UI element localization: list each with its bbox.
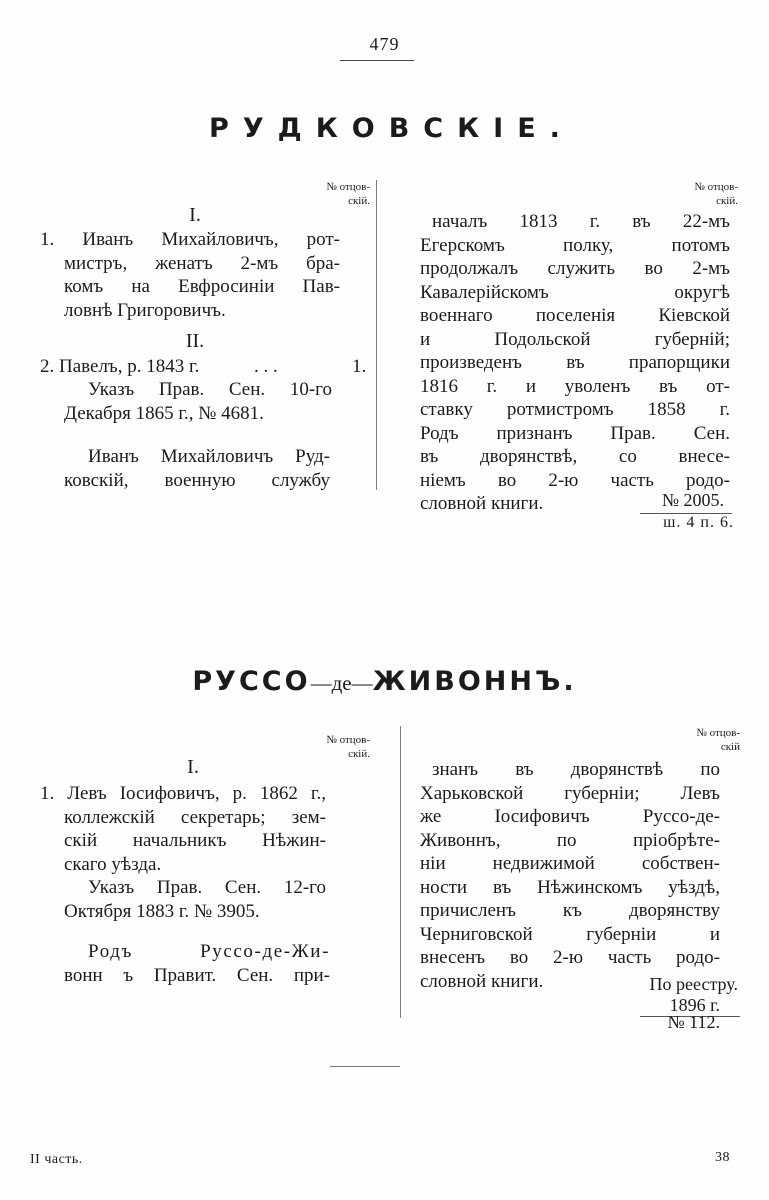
narrative-line: Черниговской губерніи и [420,923,720,945]
footer-part-label: II часть. [30,1152,83,1167]
registry-year: 1896 г. [669,995,720,1015]
entry-line: Указъ Прав. Сен. 12-го [88,877,326,898]
entry-line: ловнѣ Григоровичъ. [64,299,226,321]
narrative-line: военнаго поселенія Кіевской [420,305,730,326]
otc-label-line: скій. [348,195,370,207]
section-title-rudkovskie: РУДКОВСКІЕ. [209,113,574,144]
title-part: РУССО [192,666,311,697]
entry-line: Декабря 1865 г., № 4681. [64,402,264,424]
narrative-line: Живоннъ, по пріобрѣте- [420,829,720,851]
narrative-line: Иванъ Михайловичъ Руд- [88,446,330,467]
generation-roman-1: I. [187,756,199,778]
entry-line: скаго уѣзда. [64,853,162,875]
narrative-line: внесенъ во 2-ю часть родо- [420,947,720,968]
entry-line: 1. Иванъ Михайловичъ, рот- [40,229,340,250]
otc-label-line: № отцов- [326,181,370,193]
entry-line: скій начальникъ Нѣжин- [64,830,326,851]
narrative-line: Харьковской губерніи; Левъ [420,782,720,804]
entry-1-lev [40,782,326,876]
narrative-right [420,210,730,516]
entry-line: 1. Левъ Іосифовичъ, р. 1862 г., [40,783,326,804]
title-part: —де— [310,671,373,695]
column-divider [376,180,377,490]
narrative-line: и Подольской губерній; [420,328,730,350]
generation-roman-1: I. [189,204,201,226]
narrative-line: Егерскомъ полку, потомъ [420,234,730,256]
otc-label-line: скій. [716,195,738,207]
entry-2-dots: . . . [254,356,278,377]
generation-roman-2: II. [185,330,205,352]
section-title-russo-de-zhivonn [0,666,769,697]
narrative-line: Родъ признанъ Прав. Сен. [420,422,730,444]
section-end-rule [330,1066,400,1067]
narrative-line: вонн ъ Правит. Сен. при- [64,964,330,986]
otc-column-header-left [290,180,370,208]
narrative-line: знанъ въ дворянствѣ по [432,759,720,780]
registry-reference [600,490,730,511]
entry-line: комъ на Евфросиніи Пав- [64,276,340,297]
footer-signature-number: 38 [715,1150,730,1165]
narrative-line: произведенъ въ прапорщики [420,352,730,373]
otc-column-header-right [660,726,740,754]
otc-column-header-right [658,180,738,208]
narrative-line: словной книги. [420,493,544,514]
narrative-line: ковскій, военную службу [64,469,330,491]
narrative-left [64,445,330,492]
entry-line: Указъ Прав. Сен. 10-го [88,379,332,400]
registry-source: По реестру. [649,974,738,994]
narrative-right [420,758,720,993]
otc-label-line: № отцов- [326,734,370,746]
registry-number: № 2005. [661,490,724,510]
narrative-line: въ дворянствѣ, со внесе- [420,446,730,467]
entry-line: Октября 1883 г. № 3905. [64,900,260,922]
column-divider [400,726,401,1018]
otc-label-line: скій. [348,748,370,760]
entry-2-ukaz [64,378,332,425]
otc-label-line: № отцов- [694,181,738,193]
entry-1-ukaz [64,876,326,923]
otc-label-line: № отцов- [696,727,740,739]
narrative-line: продолжалъ служить во 2-мъ [420,258,730,279]
entry-2-pavel: 2. Павелъ, р. 1843 г. [40,356,200,377]
otc-column-header-left [290,733,370,761]
narrative-left [64,940,330,987]
page-number: 479 [369,34,400,54]
narrative-line: ніи недвижимой собствен- [420,853,720,874]
title-part: ЖИВОННЪ. [372,666,577,697]
narrative-line: словной книги. [420,970,544,992]
narrative-line: 1816 г. и уволенъ въ от- [420,375,730,397]
entry-2-father-number: 1. [352,356,367,377]
registry-location: ш. 4 п. 6. [663,514,734,531]
narrative-line: Родъ Руссо-де-Жи- [88,941,330,962]
otc-label-line: скій [720,741,740,753]
narrative-line: же Іосифовичъ Руссо-де- [420,806,720,827]
registry-number: № 112. [667,1012,720,1032]
narrative-line: Кавалерійскомъ округѣ [420,281,730,303]
entry-1-ivan [40,228,340,322]
registry-reference [600,974,738,1016]
narrative-line: началъ 1813 г. въ 22-мъ [432,211,730,232]
entry-line: мистръ, женатъ 2-мъ бра- [64,252,340,274]
narrative-line: ніемъ во 2-ю часть родо- [420,469,730,491]
narrative-line: ности въ Нѣжинскомъ уѣздѣ, [420,876,720,898]
page-number-rule [340,60,414,61]
entry-line: коллежскій секретарь; зем- [64,806,326,828]
narrative-line: причисленъ къ дворянству [420,900,720,921]
narrative-line: ставку ротмистромъ 1858 г. [420,399,730,420]
